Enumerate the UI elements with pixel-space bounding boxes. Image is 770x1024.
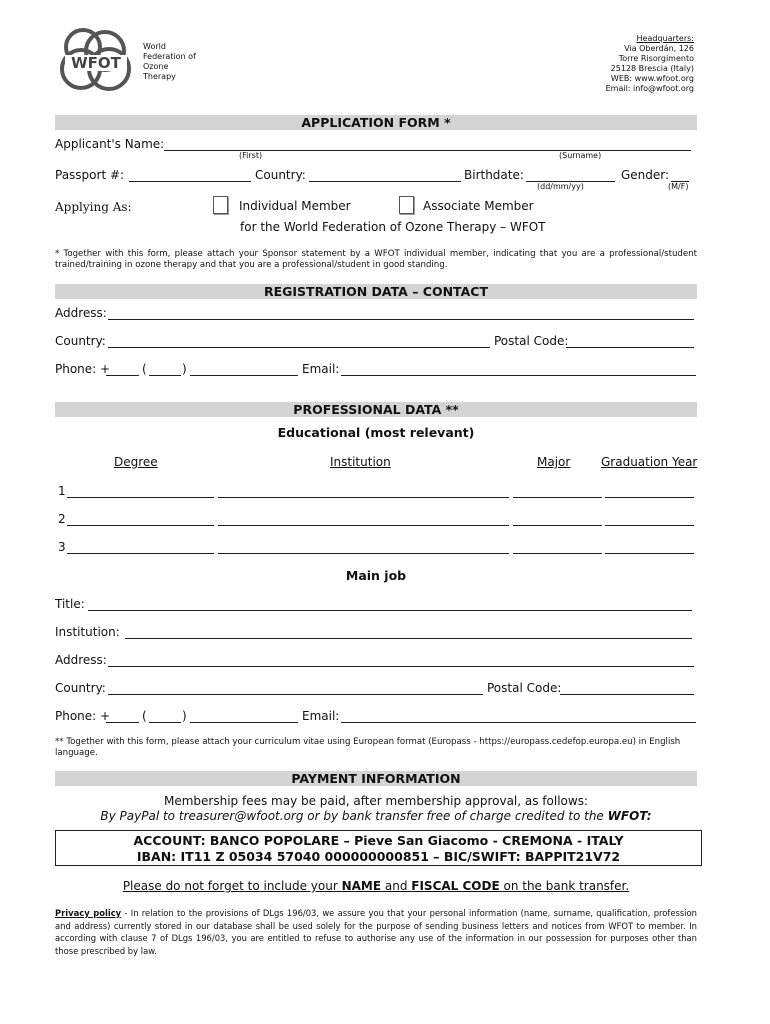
paypal-wfot: WFOT: — [607, 809, 652, 823]
associate-member-checkbox[interactable] — [399, 196, 414, 214]
paypal-prefix: By PayPal to — [100, 809, 179, 823]
privacy-policy — [55, 907, 697, 957]
payment-line-1: Membership fees may be paid, after membership approval, as follows: — [163, 794, 588, 808]
education-degree-field[interactable] — [67, 525, 214, 526]
reminder-name: NAME — [341, 879, 382, 893]
hq-line: Via Oberdán, 126 — [624, 44, 694, 53]
contact-phone-country-field[interactable] — [106, 375, 139, 376]
contact-country-label: Country: — [55, 334, 106, 348]
application-section-title: APPLICATION FORM * — [55, 115, 697, 130]
job-phone-paren-open: ( — [142, 709, 147, 723]
surname-hint: (Surname) — [559, 151, 602, 160]
education-major-field[interactable] — [513, 553, 602, 554]
bank-account-box — [55, 830, 702, 866]
reminder-prefix: Please do not forget to include your — [122, 879, 342, 893]
job-postal-label: Postal Code: — [487, 681, 562, 695]
headquarters-block — [606, 34, 694, 94]
job-country-field[interactable] — [108, 694, 483, 695]
for-wfot-text: for the World Federation of Ozone Therapy – WFOT — [240, 220, 546, 234]
sponsor-note: * Together with this form, please attach your Sponsor statement by a WFOT individual member, indicating that you are a professional/student trained/training in ozone therapy and that you are a professional/student in good standing. — [55, 249, 697, 270]
job-title-field[interactable] — [88, 610, 692, 611]
individual-member-label: Individual Member — [239, 199, 351, 213]
gender-label: Gender: — [621, 168, 670, 182]
contact-phone-label: Phone: + — [55, 362, 111, 376]
education-degree-field[interactable] — [67, 497, 214, 498]
education-major-field[interactable] — [513, 525, 602, 526]
job-email-label: Email: — [302, 709, 340, 723]
professional-section-title: PROFESSIONAL DATA ** — [55, 402, 697, 417]
country-field[interactable] — [309, 181, 461, 182]
job-phone-area-field[interactable] — [149, 722, 181, 723]
org-line: Therapy — [143, 72, 176, 81]
payment-line-2 — [55, 809, 697, 823]
org-line: Federation of — [143, 52, 196, 61]
education-institution-field[interactable] — [218, 497, 509, 498]
wfot-logo — [57, 27, 137, 93]
education-year-field[interactable] — [605, 553, 694, 554]
contact-phone-area-field[interactable] — [149, 375, 181, 376]
hq-title: Headquarters: — [636, 34, 694, 43]
country-label: Country: — [255, 168, 306, 182]
org-name — [143, 42, 196, 82]
reminder-suffix: on the bank transfer. — [499, 879, 630, 893]
applicant-name-label: Applicant's Name: — [55, 137, 165, 151]
job-institution-label: Institution: — [55, 625, 120, 639]
job-phone-number-field[interactable] — [190, 722, 298, 723]
contact-phone-paren-open: ( — [142, 362, 147, 376]
job-phone-paren-close: ) — [182, 709, 187, 723]
associate-member-label: Associate Member — [423, 199, 534, 213]
job-postal-field[interactable] — [560, 694, 694, 695]
educational-title: Educational (most relevant) — [277, 425, 475, 440]
education-major-field[interactable] — [513, 497, 602, 498]
payment-section-title: PAYMENT INFORMATION — [55, 771, 697, 786]
bank-iban-line: IBAN: IT11 Z 05034 57040 000000000851 – BIC/SWIFT: BAPPIT21V72 — [136, 849, 621, 864]
institution-column-header: Institution — [330, 455, 391, 469]
education-row-number: 2 — [58, 512, 66, 526]
job-phone-label: Phone: + — [55, 709, 111, 723]
hq-email[interactable]: Email: info@wfoot.org — [605, 84, 694, 93]
privacy-policy-text: - In relation to the provisions of DLgs 196/03, we assure you that your personal information (name, surname, qualification, profession and address) currently stored in our database shall be used solely for the purpose of sending business letters and notices from WFOT to member. In according with clause 7 of DLgs 196/03, you are entitled to refuse to authorise any use of the information in our possession for purposes other than those prescribed by law. — [55, 908, 697, 956]
hq-web[interactable]: WEB: www.wfoot.org — [610, 74, 694, 83]
job-email-field[interactable] — [341, 722, 696, 723]
paypal-email[interactable]: treasurer@wfoot.org — [178, 809, 304, 823]
contact-phone-paren-close: ) — [182, 362, 187, 376]
passport-field[interactable] — [129, 181, 251, 182]
education-institution-field[interactable] — [218, 553, 509, 554]
education-year-field[interactable] — [605, 497, 694, 498]
contact-email-label: Email: — [302, 362, 340, 376]
logo-text: WFOT — [71, 54, 121, 72]
graduation-year-column-header: Graduation Year — [601, 455, 698, 469]
first-name-hint: (First) — [239, 151, 263, 160]
job-title-label: Title: — [55, 597, 85, 611]
contact-postal-field[interactable] — [566, 347, 694, 348]
birthdate-hint: (dd/mm/yy) — [537, 182, 584, 191]
hq-line: 25128 Brescia (Italy) — [610, 64, 694, 73]
applying-as-label: Applying As: — [55, 200, 132, 214]
contact-postal-label: Postal Code: — [494, 334, 569, 348]
org-line: Ozone — [143, 62, 169, 71]
individual-member-checkbox[interactable] — [213, 196, 228, 214]
contact-section-title: REGISTRATION DATA – CONTACT — [55, 284, 697, 299]
reminder-fiscal: FISCAL CODE — [411, 879, 500, 893]
contact-country-field[interactable] — [108, 347, 490, 348]
job-institution-field[interactable] — [125, 638, 692, 639]
major-column-header: Major — [537, 455, 571, 469]
reminder-and: and — [381, 879, 412, 893]
job-address-field[interactable] — [108, 666, 694, 667]
contact-email-field[interactable] — [341, 375, 696, 376]
contact-phone-number-field[interactable] — [190, 375, 298, 376]
contact-address-field[interactable] — [108, 319, 694, 320]
paypal-mid: or by bank transfer free of charge credited to the — [303, 809, 608, 823]
org-line: World — [143, 42, 166, 51]
privacy-policy-label: Privacy policy — [55, 908, 122, 918]
passport-label: Passport #: — [55, 168, 125, 182]
bank-account-line: ACCOUNT: BANCO POPOLARE – Pieve San Giacomo - CREMONA - ITALY — [133, 833, 624, 848]
gender-hint: (M/F) — [668, 182, 689, 191]
birthdate-label: Birthdate: — [464, 168, 524, 182]
job-address-label: Address: — [55, 653, 107, 667]
hq-line: Torre Risorgimento — [618, 54, 694, 63]
education-degree-field[interactable] — [67, 553, 214, 554]
education-institution-field[interactable] — [218, 525, 509, 526]
education-year-field[interactable] — [605, 525, 694, 526]
degree-column-header: Degree — [114, 455, 158, 469]
cv-note: ** Together with this form, please attach your curriculum vitae using European format (Europass - https://europass.cedefop.europa.eu) in English language. — [55, 737, 681, 758]
contact-address-label: Address: — [55, 306, 107, 320]
bank-transfer-reminder — [55, 879, 697, 893]
education-row-number: 1 — [58, 484, 66, 498]
main-job-title: Main job — [345, 568, 407, 583]
job-country-label: Country: — [55, 681, 106, 695]
education-row-number: 3 — [58, 540, 66, 554]
job-phone-country-field[interactable] — [106, 722, 139, 723]
